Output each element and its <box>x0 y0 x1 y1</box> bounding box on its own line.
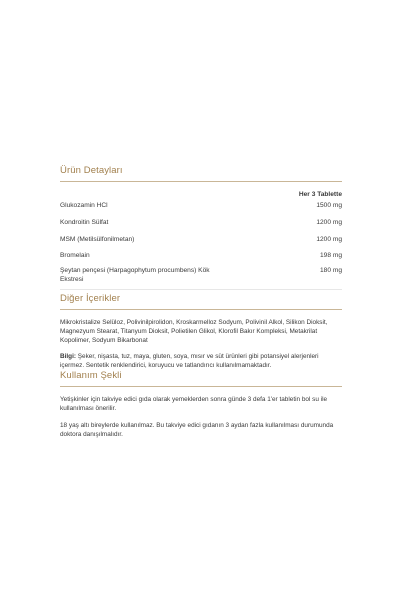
usage-warning: 18 yaş altı bireylerde kullanılmaz. Bu takviye edici gıdanın 3 aydan fazla kullanılması durumunda doktora danışılmalıdır. <box>60 422 334 438</box>
ingredient-amount: 1500 mg <box>316 202 342 209</box>
ingredient-amount: 1200 mg <box>316 236 342 243</box>
ingredient-amount: 198 mg <box>320 252 342 259</box>
ingredient-name: Bromelain <box>60 252 90 259</box>
ingredient-row <box>60 202 342 211</box>
usage-text: Yetişkinler için takviye edici gıda olarak yemeklerden sonra günde 3 defa 1'er tabletin bol su ile kullanılması önerilir. <box>60 396 328 412</box>
info-label: Bilgi: <box>60 353 76 360</box>
product-details-section <box>60 165 342 198</box>
product-details-title: Ürün Detayları <box>60 165 123 176</box>
ingredient-row <box>60 252 342 261</box>
other-ingredients-divider <box>60 309 342 310</box>
table-bottom-divider-wrap <box>60 289 342 290</box>
table-bottom-divider <box>60 289 342 290</box>
other-ingredients-text: Mikrokristalize Selüloz, Polivinilpirolidon, Kroskarmelloz Sodyum, Polivinil Alkol, Silikon Dioksit, Magnezyum Stearat, Titanyum Dioksit, Polietilen Glikol, Klorofil Bakır Kompleksi, Metakrilat Kopolimer, Sodyum Bikarbonat <box>60 319 328 344</box>
ingredient-name: Kondroitin Sülfat <box>60 219 109 226</box>
ingredient-name: Glukozamin HCl <box>60 202 108 209</box>
other-ingredients-title: Diğer İçerikler <box>60 293 121 304</box>
allergen-info <box>60 352 342 370</box>
ingredient-row <box>60 219 342 228</box>
usage-divider <box>60 386 342 387</box>
info-text: Şeker, nişasta, tuz, maya, gluten, soya, mısır ve süt ürünleri gibi potansiyel alerjenleri içermez. Sentetik renklendirici, koruyucu ve tatlandırıcı kullanılmamaktadır. <box>60 353 319 369</box>
ingredient-amount: 1200 mg <box>316 219 342 226</box>
usage-section <box>60 370 342 439</box>
ingredient-name: MSM (Metilsülfonilmetan) <box>60 236 135 243</box>
per-serving-header: Her 3 Tablette <box>298 191 342 198</box>
ingredient-amount: 180 mg <box>320 267 342 274</box>
ingredient-row <box>60 267 342 284</box>
usage-title: Kullanım Şekli <box>60 370 122 381</box>
ingredient-row <box>60 236 342 245</box>
other-ingredients-section <box>60 293 342 370</box>
ingredient-name: Şeytan pençesi (Harpagophytum procumbens) Kök Ekstresi <box>60 267 210 283</box>
